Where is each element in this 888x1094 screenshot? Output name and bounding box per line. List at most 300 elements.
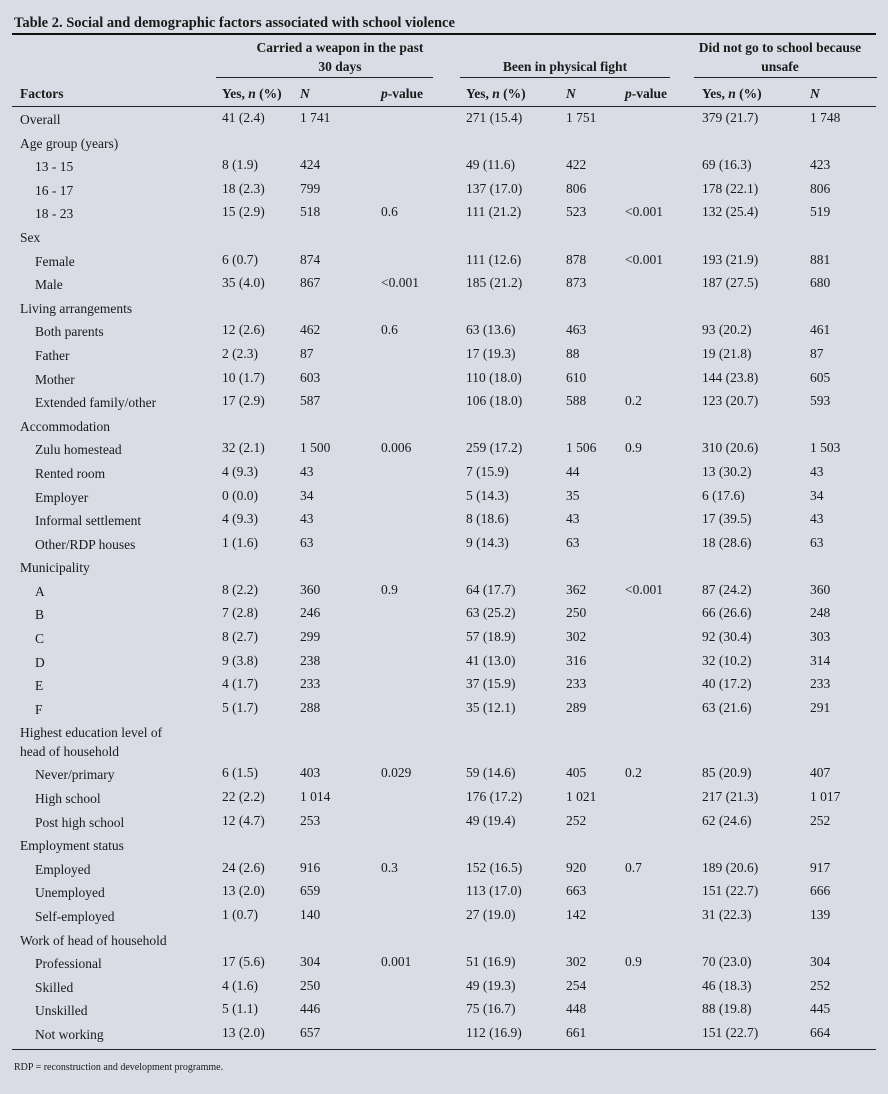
table-row (0, 532, 888, 556)
table-row (0, 437, 888, 461)
table-row (0, 343, 888, 367)
cell-weapon-n: 43 (300, 463, 314, 479)
cell-fight-n: 302 (566, 954, 587, 970)
header-n: N (810, 86, 820, 101)
row-label: Accommodation (20, 418, 110, 434)
cell-fight-p-value: 0.2 (625, 765, 642, 781)
row-label: Highest education level of head of household (20, 725, 163, 760)
cell-fight-yes: 137 (17.0) (466, 180, 523, 196)
cell-unsafe-n: 806 (810, 180, 831, 196)
row-label: B (35, 607, 45, 623)
cell-fight-yes: 49 (19.3) (466, 977, 516, 993)
header-yes: Yes, n (%) (222, 86, 282, 101)
cell-weapon-yes: 12 (2.6) (222, 322, 265, 338)
cell-fight-yes: 63 (13.6) (466, 322, 516, 338)
cell-unsafe-n: 303 (810, 629, 831, 645)
table-row (0, 249, 888, 273)
cell-fight-p-value: <0.001 (625, 204, 663, 220)
table-row (0, 697, 888, 721)
row-label: 16 - 17 (35, 182, 74, 198)
table-row (0, 367, 888, 391)
table-body (0, 107, 888, 1046)
cell-unsafe-yes: 13 (30.2) (702, 463, 752, 479)
cell-unsafe-yes: 379 (21.7) (702, 110, 759, 125)
cell-weapon-yes: 8 (1.9) (222, 157, 258, 173)
cell-fight-yes: 27 (19.0) (466, 907, 516, 922)
row-label: Male (35, 277, 63, 293)
group-rule (694, 77, 877, 78)
row-label: Never/primary (35, 767, 115, 783)
row-label: Overall (20, 112, 61, 127)
cell-fight-n: 806 (566, 180, 587, 196)
table-row (0, 880, 888, 904)
cell-weapon-n: 603 (300, 369, 321, 385)
cell-weapon-yes: 1 (1.6) (222, 534, 258, 550)
cell-weapon-yes: 8 (2.2) (222, 581, 258, 597)
cell-fight-yes: 49 (11.6) (466, 157, 515, 173)
section-header-row (0, 928, 888, 952)
row-label: Age group (years) (20, 135, 119, 151)
row-label: Living arrangements (20, 300, 133, 316)
cell-unsafe-yes: 310 (20.6) (702, 440, 759, 456)
cell-weapon-n: 867 (300, 275, 321, 291)
cell-fight-yes: 106 (18.0) (466, 393, 523, 409)
row-label: D (35, 654, 45, 670)
header-p-value: p-value (625, 86, 667, 101)
row-label: Unskilled (35, 1003, 88, 1019)
table-row (0, 602, 888, 626)
cell-weapon-n: 140 (300, 907, 321, 922)
section-header-row (0, 414, 888, 438)
footnote: RDP = reconstruction and development programme. (14, 1062, 224, 1073)
cell-weapon-n: 299 (300, 629, 321, 645)
cell-unsafe-n: 291 (810, 699, 831, 715)
cell-unsafe-yes: 63 (21.6) (702, 699, 752, 715)
cell-fight-yes: 271 (15.4) (466, 110, 523, 125)
cell-unsafe-n: 233 (810, 676, 831, 692)
table-row (0, 461, 888, 485)
table-row (0, 673, 888, 697)
header-factors: Factors (20, 86, 64, 101)
cell-unsafe-yes: 6 (17.6) (702, 487, 745, 503)
cell-fight-yes: 59 (14.6) (466, 765, 516, 781)
cell-unsafe-n: 461 (810, 322, 831, 338)
cell-fight-yes: 35 (12.1) (466, 699, 516, 715)
row-label: Female (35, 253, 75, 269)
cell-fight-n: 588 (566, 393, 587, 409)
cell-weapon-n: 360 (300, 581, 321, 597)
cell-weapon-yes: 17 (2.9) (222, 393, 265, 409)
row-label: High school (35, 791, 101, 807)
cell-fight-yes: 64 (17.7) (466, 581, 516, 597)
cell-weapon-yes: 15 (2.9) (222, 204, 265, 220)
header-n: N (566, 86, 576, 101)
cell-fight-n: 142 (566, 907, 587, 922)
row-label: Other/RDP houses (35, 536, 136, 552)
row-label: Informal settlement (35, 513, 142, 529)
cell-fight-n: 463 (566, 322, 587, 338)
cell-fight-yes: 259 (17.2) (466, 440, 523, 456)
cell-fight-n: 422 (566, 157, 587, 173)
table-row (0, 762, 888, 786)
cell-weapon-n: 587 (300, 393, 321, 409)
cell-fight-n: 254 (566, 977, 587, 993)
cell-weapon-n: 1 014 (300, 789, 331, 805)
cell-unsafe-yes: 17 (39.5) (702, 511, 752, 527)
cell-unsafe-n: 360 (810, 581, 831, 597)
cell-weapon-yes: 10 (1.7) (222, 369, 265, 385)
cell-fight-n: 88 (566, 345, 580, 361)
cell-unsafe-n: 519 (810, 204, 831, 220)
cell-unsafe-yes: 66 (26.6) (702, 605, 752, 621)
cell-fight-n: 250 (566, 605, 587, 621)
cell-unsafe-yes: 85 (20.9) (702, 765, 752, 781)
cell-weapon-n: 233 (300, 676, 321, 692)
row-label: Rented room (35, 465, 106, 481)
cell-unsafe-yes: 88 (19.8) (702, 1001, 752, 1017)
cell-unsafe-yes: 187 (27.5) (702, 275, 759, 291)
cell-fight-n: 920 (566, 859, 587, 875)
row-label: Skilled (35, 979, 74, 995)
cell-unsafe-n: 248 (810, 605, 831, 621)
cell-unsafe-n: 881 (810, 251, 831, 267)
section-header-row (0, 131, 888, 155)
table-row (0, 178, 888, 202)
cell-unsafe-n: 1 503 (810, 440, 841, 456)
cell-unsafe-n: 680 (810, 275, 831, 291)
cell-unsafe-yes: 32 (10.2) (702, 652, 752, 668)
cell-fight-n: 1 506 (566, 440, 597, 456)
cell-weapon-n: 446 (300, 1001, 321, 1017)
cell-weapon-n: 1 741 (300, 110, 331, 125)
cell-weapon-yes: 4 (1.7) (222, 676, 258, 692)
cell-fight-yes: 57 (18.9) (466, 629, 516, 645)
cell-weapon-n: 43 (300, 511, 314, 527)
cell-unsafe-n: 43 (810, 511, 824, 527)
cell-fight-yes: 49 (19.4) (466, 812, 516, 828)
table-row (0, 904, 888, 928)
row-label: Sex (20, 229, 41, 245)
table-row (0, 154, 888, 178)
group-header-unsafe: Did not go to school because unsafe (698, 40, 862, 74)
cell-unsafe-yes: 132 (25.4) (702, 204, 759, 220)
cell-fight-n: 44 (566, 463, 580, 479)
row-label: Self-employed (35, 909, 115, 924)
row-label: Mother (35, 371, 75, 387)
cell-weapon-yes: 24 (2.6) (222, 859, 265, 875)
cell-weapon-yes: 8 (2.7) (222, 629, 258, 645)
cell-weapon-n: 304 (300, 954, 321, 970)
cell-unsafe-n: 252 (810, 812, 831, 828)
table-row (0, 626, 888, 650)
cell-weapon-n: 518 (300, 204, 321, 220)
cell-weapon-yes: 4 (9.3) (222, 511, 258, 527)
row-label: Work of head of household (20, 932, 167, 948)
table-row (0, 951, 888, 975)
cell-unsafe-yes: 189 (20.6) (702, 859, 759, 875)
table-row (0, 579, 888, 603)
table-title: Table 2. Social and demographic factors associated with school violence (14, 15, 455, 31)
cell-fight-yes: 75 (16.7) (466, 1001, 516, 1017)
table-row (0, 810, 888, 834)
cell-unsafe-yes: 40 (17.2) (702, 676, 752, 692)
cell-weapon-yes: 13 (2.0) (222, 883, 265, 899)
cell-weapon-yes: 7 (2.8) (222, 605, 258, 621)
cell-fight-p-value: <0.001 (625, 251, 663, 267)
cell-unsafe-n: 917 (810, 859, 831, 875)
cell-fight-n: 316 (566, 652, 587, 668)
row-label: 13 - 15 (35, 159, 74, 175)
cell-weapon-yes: 41 (2.4) (222, 110, 265, 125)
cell-weapon-p-value: 0.006 (381, 440, 412, 456)
cell-weapon-n: 250 (300, 977, 321, 993)
cell-unsafe-yes: 31 (22.3) (702, 907, 752, 922)
section-header-row (0, 720, 888, 762)
cell-fight-n: 523 (566, 204, 587, 220)
cell-fight-n: 405 (566, 765, 587, 781)
row-label: Employed (35, 861, 91, 877)
cell-unsafe-yes: 144 (23.8) (702, 369, 759, 385)
cell-fight-yes: 111 (12.6) (466, 251, 522, 267)
cell-unsafe-yes: 217 (21.3) (702, 789, 759, 805)
cell-weapon-p-value: 0.029 (381, 765, 412, 781)
row-label: Both parents (35, 324, 104, 340)
cell-fight-yes: 41 (13.0) (466, 652, 516, 668)
row-label: Municipality (20, 560, 90, 576)
cell-weapon-n: 253 (300, 812, 321, 828)
cell-weapon-n: 246 (300, 605, 321, 621)
row-label: Unemployed (35, 885, 105, 901)
header-yes: Yes, n (%) (466, 86, 526, 101)
cell-unsafe-n: 87 (810, 345, 824, 361)
cell-unsafe-n: 1 017 (810, 789, 841, 805)
cell-fight-n: 63 (566, 534, 580, 550)
group-header-weapon: Carried a weapon in the past 30 days (256, 40, 424, 74)
cell-fight-yes: 51 (16.9) (466, 954, 516, 970)
table-row (0, 485, 888, 509)
cell-unsafe-yes: 92 (30.4) (702, 629, 752, 645)
cell-fight-yes: 185 (21.2) (466, 275, 523, 291)
cell-fight-yes: 110 (18.0) (466, 369, 522, 385)
cell-fight-yes: 112 (16.9) (466, 1024, 522, 1040)
cell-weapon-p-value: 0.6 (381, 322, 398, 338)
cell-fight-n: 610 (566, 369, 587, 385)
cell-unsafe-n: 593 (810, 393, 831, 409)
cell-unsafe-yes: 178 (22.1) (702, 180, 759, 196)
cell-unsafe-yes: 151 (22.7) (702, 1024, 759, 1040)
cell-fight-p-value: <0.001 (625, 581, 663, 597)
cell-weapon-yes: 6 (1.5) (222, 765, 258, 781)
table-row (0, 319, 888, 343)
cell-fight-p-value: 0.7 (625, 859, 642, 875)
section-header-row (0, 555, 888, 579)
cell-unsafe-n: 407 (810, 765, 831, 781)
cell-unsafe-yes: 151 (22.7) (702, 883, 759, 899)
row-label: Post high school (35, 814, 125, 830)
cell-weapon-n: 462 (300, 322, 321, 338)
cell-unsafe-n: 304 (810, 954, 831, 970)
table-row (0, 998, 888, 1022)
cell-unsafe-yes: 18 (28.6) (702, 534, 752, 550)
cell-unsafe-n: 34 (810, 487, 824, 503)
cell-weapon-n: 424 (300, 157, 321, 173)
cell-weapon-n: 288 (300, 699, 321, 715)
cell-fight-n: 663 (566, 883, 587, 899)
row-label: C (35, 631, 45, 647)
cell-fight-n: 43 (566, 511, 580, 527)
cell-weapon-yes: 22 (2.2) (222, 789, 265, 805)
group-rule (460, 77, 670, 78)
cell-unsafe-yes: 93 (20.2) (702, 322, 752, 338)
row-label: Father (35, 347, 70, 363)
cell-fight-n: 448 (566, 1001, 587, 1017)
row-label: E (35, 678, 44, 694)
cell-weapon-yes: 9 (3.8) (222, 652, 258, 668)
cell-fight-p-value: 0.9 (625, 440, 642, 456)
cell-fight-yes: 37 (15.9) (466, 676, 516, 692)
cell-weapon-yes: 5 (1.7) (222, 699, 258, 715)
row-label: Employer (35, 489, 89, 505)
cell-fight-yes: 176 (17.2) (466, 789, 523, 805)
cell-fight-yes: 17 (19.3) (466, 345, 516, 361)
cell-unsafe-yes: 46 (18.3) (702, 977, 752, 993)
cell-unsafe-n: 605 (810, 369, 831, 385)
table-row (0, 786, 888, 810)
header-p-value: p-value (381, 86, 423, 101)
cell-unsafe-n: 445 (810, 1001, 831, 1017)
cell-unsafe-n: 139 (810, 907, 831, 922)
cell-weapon-n: 34 (300, 487, 314, 503)
row-label: Extended family/other (35, 395, 157, 411)
cell-unsafe-yes: 70 (23.0) (702, 954, 752, 970)
header-n: N (300, 86, 310, 101)
row-label: F (35, 701, 43, 717)
cell-unsafe-yes: 62 (24.6) (702, 812, 752, 828)
table-row (0, 508, 888, 532)
cell-fight-yes: 8 (18.6) (466, 511, 509, 527)
cell-weapon-p-value: 0.6 (381, 204, 398, 220)
table-row (0, 272, 888, 296)
cell-fight-yes: 152 (16.5) (466, 859, 523, 875)
cell-weapon-yes: 4 (1.6) (222, 977, 258, 993)
cell-weapon-n: 799 (300, 180, 321, 196)
cell-weapon-yes: 1 (0.7) (222, 907, 258, 922)
cell-weapon-n: 916 (300, 859, 321, 875)
cell-fight-p-value: 0.2 (625, 393, 642, 409)
cell-unsafe-n: 1 748 (810, 110, 841, 125)
cell-weapon-yes: 12 (4.7) (222, 812, 265, 828)
group-rule (216, 77, 433, 78)
cell-fight-n: 233 (566, 676, 587, 692)
title-rule (12, 33, 876, 35)
cell-weapon-yes: 6 (0.7) (222, 251, 258, 267)
row-label: Zulu homestead (35, 442, 122, 458)
cell-fight-yes: 9 (14.3) (466, 534, 509, 550)
bottom-rule (12, 1049, 876, 1050)
cell-fight-yes: 63 (25.2) (466, 605, 516, 621)
cell-unsafe-n: 664 (810, 1024, 831, 1040)
cell-fight-n: 1 751 (566, 110, 597, 125)
cell-weapon-n: 238 (300, 652, 321, 668)
cell-fight-yes: 111 (21.2) (466, 204, 522, 220)
row-label: Employment status (20, 838, 124, 854)
cell-unsafe-yes: 69 (16.3) (702, 157, 752, 173)
cell-unsafe-n: 63 (810, 534, 824, 550)
group-header-fight: Been in physical fight (502, 59, 628, 74)
cell-fight-yes: 7 (15.9) (466, 463, 509, 479)
section-header-row (0, 225, 888, 249)
section-header-row (0, 833, 888, 857)
cell-fight-n: 362 (566, 581, 587, 597)
cell-weapon-yes: 17 (5.6) (222, 954, 265, 970)
column-headers (0, 86, 888, 104)
cell-weapon-yes: 32 (2.1) (222, 440, 265, 456)
cell-unsafe-n: 666 (810, 883, 831, 899)
table-row (0, 857, 888, 881)
cell-weapon-yes: 18 (2.3) (222, 180, 265, 196)
row-label: 18 - 23 (35, 206, 74, 222)
table-row (0, 1022, 888, 1046)
cell-unsafe-yes: 87 (24.2) (702, 581, 752, 597)
cell-unsafe-yes: 19 (21.8) (702, 345, 752, 361)
cell-weapon-yes: 35 (4.0) (222, 275, 265, 291)
table-row (0, 390, 888, 414)
cell-fight-n: 873 (566, 275, 587, 291)
cell-fight-n: 302 (566, 629, 587, 645)
table-row (0, 975, 888, 999)
cell-fight-n: 878 (566, 251, 587, 267)
cell-unsafe-n: 423 (810, 157, 831, 173)
cell-fight-n: 1 021 (566, 789, 597, 805)
cell-fight-yes: 5 (14.3) (466, 487, 509, 503)
row-label: Professional (35, 956, 102, 972)
cell-weapon-n: 657 (300, 1024, 321, 1040)
cell-weapon-p-value: 0.3 (381, 859, 398, 875)
cell-weapon-n: 659 (300, 883, 321, 899)
cell-weapon-yes: 4 (9.3) (222, 463, 258, 479)
section-header-row (0, 296, 888, 320)
cell-unsafe-yes: 123 (20.7) (702, 393, 759, 409)
cell-weapon-n: 1 500 (300, 440, 331, 456)
cell-unsafe-yes: 193 (21.9) (702, 251, 759, 267)
cell-weapon-n: 63 (300, 534, 314, 550)
cell-weapon-n: 87 (300, 345, 314, 361)
table-row (0, 201, 888, 225)
cell-weapon-n: 874 (300, 251, 321, 267)
table-row (0, 107, 888, 131)
cell-unsafe-n: 314 (810, 652, 831, 668)
cell-fight-n: 661 (566, 1024, 587, 1040)
cell-fight-n: 35 (566, 487, 580, 503)
cell-fight-yes: 113 (17.0) (466, 883, 522, 899)
cell-fight-p-value: 0.9 (625, 954, 642, 970)
row-label: Not working (35, 1026, 104, 1042)
cell-weapon-yes: 5 (1.1) (222, 1001, 258, 1017)
cell-weapon-yes: 2 (2.3) (222, 345, 258, 361)
header-yes: Yes, n (%) (702, 86, 762, 101)
cell-unsafe-n: 252 (810, 977, 831, 993)
cell-weapon-p-value: 0.001 (381, 954, 412, 970)
cell-weapon-n: 403 (300, 765, 321, 781)
row-label: A (35, 583, 45, 599)
cell-unsafe-n: 43 (810, 463, 824, 479)
cell-weapon-p-value: <0.001 (381, 275, 419, 291)
cell-fight-n: 289 (566, 699, 587, 715)
table-row (0, 650, 888, 674)
cell-weapon-p-value: 0.9 (381, 581, 398, 597)
cell-weapon-yes: 0 (0.0) (222, 487, 258, 503)
cell-weapon-yes: 13 (2.0) (222, 1024, 265, 1040)
